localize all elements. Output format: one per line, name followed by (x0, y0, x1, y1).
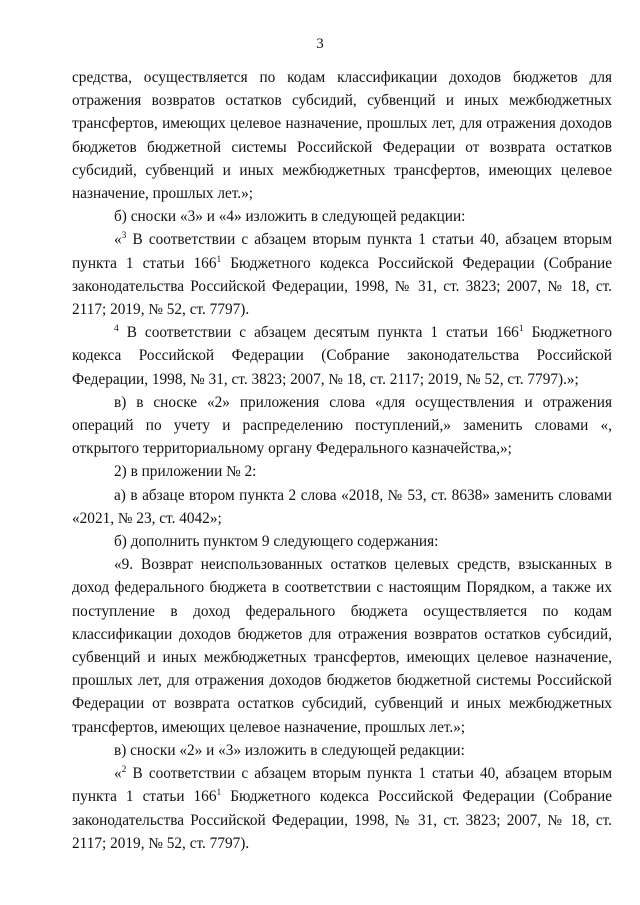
paragraph-footnote-4 (72, 321, 612, 391)
quote-open: « (114, 765, 122, 783)
document-body (72, 66, 612, 855)
paragraph-footnotes-2-3-intro: в) сноски «2» и «3» изложить в следующей редакции: (114, 741, 465, 759)
quote-open: « (114, 231, 122, 249)
page-number: 3 (316, 36, 324, 52)
footnote-marker: 2 (121, 765, 127, 776)
footnote-marker: 3 (121, 231, 127, 242)
paragraph-footnotes-3-4-intro: б) сноски «3» и «4» изложить в следующей редакции: (114, 208, 466, 226)
footnote-text: В соответствии с абзацем вторым пункта 1 статьи 40, абзацем вторым пункта 1 статьи 166 (72, 765, 612, 806)
paragraph-item-b: б) дополнить пунктом 9 следующего содержания: (114, 533, 439, 551)
superscript-article: 1 (216, 788, 222, 799)
paragraph-item-a: а) в абзаце втором пункта 2 слова «2018, № 53, ст. 8638» заменить словами «2021, № 23, ст. 4042»; (72, 486, 612, 527)
paragraph-footnote-2-amendment: в) в сноске «2» приложения слова «для осуществления и отражения операций по учету и распределению поступлений,» заменить словами «, открытого территориальному органу Федерального казначейства,»; (72, 393, 612, 458)
paragraph-footnote-3 (72, 228, 612, 321)
footnote-text: Бюджетного кодекса Российской Федерации (Собрание законодательства Российской Федерации, 1998, № 31, ст. 3823; 2007, № 18, ст. 2117; 2019, № 52, ст. 7797).»; (72, 324, 613, 388)
paragraph-point-9: «9. Возврат неиспользованных остатков целевых средств, взысканных в доход федерального бюджета в соответствии с настоящим Порядком, а также их поступление в доход федерального бюджета осуществляется по кодам классификации доходов бюджетов для отражения возвратов остатков субсидий, субвенций и иных межбюджетных трансфертов, имеющих целевое назначение, прошлых лет, для отражения доходов бюджетов бюджетной системы Российской Федерации от возврата остатков субсидий, субвенций и иных межбюджетных трансфертов, имеющих целевое назначение, прошлых лет.»; (72, 556, 612, 736)
paragraph-continuation: средства, осуществляется по кодам классификации доходов бюджетов для отражения возвратов остатков субсидий, субвенций и иных межбюджетных трансфертов, имеющих целевое назначение, прошлых лет, для отражения доходов бюджетов бюджетной системы Российской Федерации от возврата остатков субсидий, субвенций и иных межбюджетных трансфертов, имеющих целевое назначение, прошлых лет.»; (72, 69, 612, 203)
paragraph-appendix-2: 2) в приложении № 2: (114, 463, 257, 481)
footnote-text: В соответствии с абзацем десятым пункта 1 статьи 166 (118, 324, 519, 342)
paragraph-footnote-2 (72, 762, 612, 855)
footnote-text: В соответствии с абзацем вторым пункта 1 статьи 40, абзацем вторым пункта 1 статьи 166 (72, 231, 612, 272)
footnote-marker: 4 (114, 324, 119, 335)
footnote-text: Бюджетного кодекса Российской Федерации (Собрание законодательства Российской Федерации, 1998, № 31, ст. 3823; 2007, № 18, ст. 2117; 2019, № 52, ст. 7797). (72, 788, 612, 852)
superscript-article: 1 (518, 324, 524, 335)
superscript-article: 1 (216, 254, 222, 265)
footnote-text: Бюджетного кодекса Российской Федерации (Собрание законодательства Российской Федерации, 1998, № 31, ст. 3823; 2007, № 18, ст. 2117; 2019, № 52, ст. 7797). (72, 254, 612, 319)
